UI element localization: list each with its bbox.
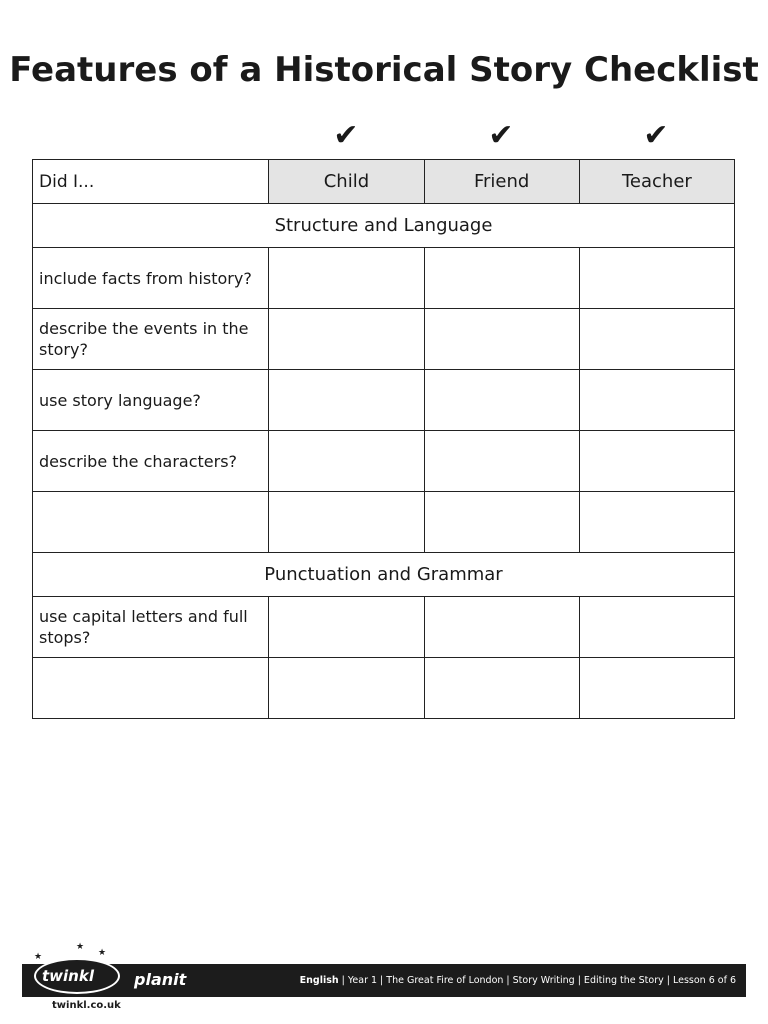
planit-brand: planit xyxy=(134,970,187,989)
subject-label: English xyxy=(299,975,339,986)
child-check-cell[interactable] xyxy=(269,597,424,658)
friend-check-cell[interactable] xyxy=(424,658,579,719)
page-title: Features of a Historical Story Checklist xyxy=(9,50,759,90)
checklist-question[interactable] xyxy=(33,658,269,719)
star-icon: ★ xyxy=(26,986,35,996)
header-row xyxy=(33,160,735,204)
friend-check-cell[interactable] xyxy=(424,492,579,553)
lesson-breadcrumb xyxy=(300,975,736,986)
breadcrumb-path: | Year 1 | The Great Fire of London | Story Writing | Editing the Story | Lesson 6 of 6 xyxy=(338,975,736,986)
child-check-cell[interactable] xyxy=(269,492,424,553)
child-header: Child xyxy=(269,160,424,204)
checkmark-icon: ✔ xyxy=(488,118,514,153)
table-row xyxy=(33,597,735,658)
tick-row xyxy=(0,118,768,158)
child-check-cell[interactable] xyxy=(269,431,424,492)
child-check-cell[interactable] xyxy=(269,370,424,431)
friend-header: Friend xyxy=(424,160,579,204)
table-row xyxy=(33,658,735,719)
friend-check-cell[interactable] xyxy=(424,370,579,431)
checklist-question: use capital letters and full stops? xyxy=(33,597,269,658)
table-row xyxy=(33,248,735,309)
table-row xyxy=(33,309,735,370)
checklist-table xyxy=(32,159,735,719)
child-check-cell[interactable] xyxy=(269,658,424,719)
teacher-check-cell[interactable] xyxy=(579,658,734,719)
section-row xyxy=(33,553,735,597)
checkmark-icon: ✔ xyxy=(333,118,359,153)
checklist-question[interactable] xyxy=(33,492,269,553)
checklist-question: describe the events in the story? xyxy=(33,309,269,370)
section-heading: Structure and Language xyxy=(33,204,735,248)
friend-check-cell[interactable] xyxy=(424,248,579,309)
table-row xyxy=(33,370,735,431)
friend-check-cell[interactable] xyxy=(424,597,579,658)
twinkl-logo xyxy=(26,942,126,998)
checklist-question: include facts from history? xyxy=(33,248,269,309)
section-heading: Punctuation and Grammar xyxy=(33,553,735,597)
child-check-cell[interactable] xyxy=(269,248,424,309)
site-url: twinkl.co.uk xyxy=(52,1000,121,1011)
teacher-check-cell[interactable] xyxy=(579,431,734,492)
teacher-check-cell[interactable] xyxy=(579,370,734,431)
friend-check-cell[interactable] xyxy=(424,309,579,370)
checkmark-icon: ✔ xyxy=(643,118,669,153)
friend-check-cell[interactable] xyxy=(424,431,579,492)
teacher-check-cell[interactable] xyxy=(579,309,734,370)
child-check-cell[interactable] xyxy=(269,309,424,370)
checklist-question: use story language? xyxy=(33,370,269,431)
table-row xyxy=(33,431,735,492)
teacher-header: Teacher xyxy=(579,160,734,204)
table-row xyxy=(33,492,735,553)
section-row xyxy=(33,204,735,248)
teacher-check-cell[interactable] xyxy=(579,597,734,658)
checklist-question: describe the characters? xyxy=(33,431,269,492)
logo-text: twinkl xyxy=(42,967,94,985)
star-icon: ★ xyxy=(34,952,43,962)
teacher-check-cell[interactable] xyxy=(579,492,734,553)
star-icon: ★ xyxy=(98,948,107,958)
teacher-check-cell[interactable] xyxy=(579,248,734,309)
star-icon: ★ xyxy=(76,942,85,952)
did-i-header: Did I... xyxy=(33,160,269,204)
